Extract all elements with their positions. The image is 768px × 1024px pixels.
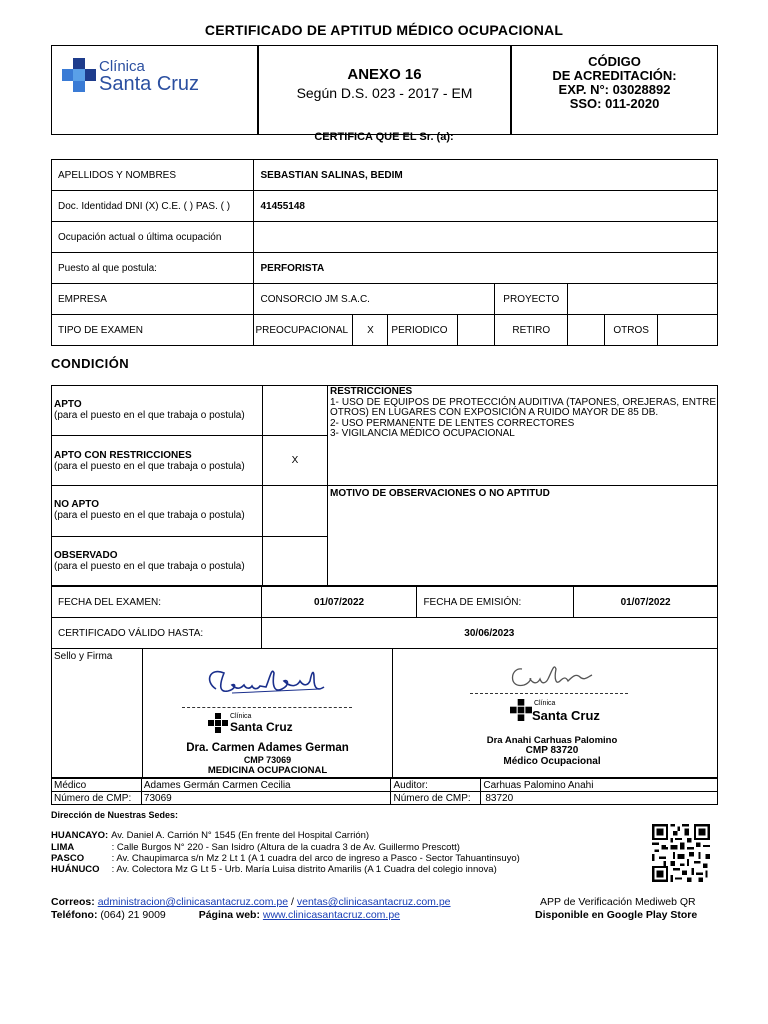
exam-type-otros: OTROS	[605, 315, 658, 346]
sede-address: : Av. Colectora Mz G Lt 5 - Urb. María Luisa distrito Amarilis (A 1 Cuadra del colegio innova)	[111, 864, 497, 875]
company-label: EMPRESA	[52, 284, 254, 315]
sig1-clinic-line-1: Clínica	[230, 713, 252, 720]
table-row	[52, 222, 718, 253]
table-row	[52, 779, 718, 792]
sede-item	[51, 853, 520, 864]
sello-label: Sello y Firma	[54, 651, 113, 662]
anexo-box	[258, 45, 511, 135]
emission-date-value: 01/07/2022	[574, 587, 718, 618]
restrictions-title: RESTRICCIONES	[330, 386, 413, 397]
footer-emails	[51, 896, 451, 908]
condition-apto-sub: (para el puesto en el que trabaja o postula)	[54, 410, 245, 421]
doctor1-name: Dra. Carmen Adames German	[186, 742, 349, 754]
company-value: CONSORCIO JM S.A.C.	[254, 284, 495, 315]
doctor2-specialty: Médico Ocupacional	[503, 756, 601, 767]
codigo-line-1: CÓDIGO	[588, 54, 641, 69]
cmp1-value: 73069	[141, 792, 391, 805]
dates-table	[51, 586, 718, 649]
names-label: APELLIDOS Y NOMBRES	[52, 160, 254, 191]
restriction-item: 3- VIGILANCIA MÉDICO OCUPACIONAL	[330, 428, 515, 439]
restriction-item: 2- USO PERMANENTE DE LENTES CORRECTORES	[330, 417, 575, 429]
anexo-title: ANEXO 16	[347, 66, 422, 83]
sede-item	[51, 842, 460, 853]
position-label: Puesto al que postula:	[52, 253, 254, 284]
cmp2-label: Número de CMP:	[391, 792, 481, 805]
app-verification-line: APP de Verificación Mediweb QR	[540, 896, 696, 908]
emission-date-label: FECHA DE EMISIÓN:	[417, 587, 574, 618]
table-row	[52, 160, 718, 191]
motivo-title: MOTIVO DE OBSERVACIONES O NO APTITUD	[330, 488, 550, 499]
web-label: Página web:	[198, 909, 260, 921]
accreditation-code-box	[511, 45, 718, 135]
exam-type-periodico-mark	[458, 315, 495, 346]
names-value: SEBASTIAN SALINAS, BEDIM	[254, 160, 718, 191]
signature-area	[51, 648, 718, 778]
sig2-clinic-line-1: Clínica	[534, 700, 556, 707]
table-row	[52, 792, 718, 805]
exam-type-periodico: PERIODICO	[388, 315, 458, 346]
clinic-logo-box	[51, 45, 258, 135]
id-label: Doc. Identidad DNI (X) C.E. ( ) PAS. ( )	[52, 191, 254, 222]
id-value: 41455148	[254, 191, 718, 222]
condition-observado	[54, 550, 245, 572]
signature-2-icon	[502, 655, 612, 697]
auditor-label: Auditor:	[391, 779, 481, 792]
sede-city: LIMA	[51, 842, 75, 853]
valid-until-value: 30/06/2023	[261, 618, 717, 649]
verification-qr-code	[651, 824, 711, 882]
sede-city: HUANCAYO:	[51, 830, 109, 841]
cmp2-value: 83720	[481, 792, 718, 805]
table-row	[52, 284, 718, 315]
position-value: PERFORISTA	[254, 253, 718, 284]
exam-date-label: FECHA DEL EXAMEN:	[52, 587, 262, 618]
medico-label: Médico	[52, 779, 142, 792]
sedes-title: Dirección de Nuestras Sedes:	[51, 810, 179, 820]
medico-value: Adames Germán Carmen Cecilia	[141, 779, 391, 792]
codigo-line-4: SSO: 011-2020	[569, 96, 660, 111]
sig1-clinic-line-2: Santa Cruz	[230, 720, 293, 734]
condition-observado-label: OBSERVADO	[54, 550, 118, 561]
exam-type-preocupacional-mark: X	[353, 315, 388, 346]
codigo-line-2: DE ACREDITACIÓN:	[552, 68, 677, 83]
table-row	[52, 587, 718, 618]
sede-item	[51, 830, 369, 841]
clinic-cross-icon	[62, 58, 96, 92]
signature-1-icon	[202, 659, 332, 707]
project-value	[568, 284, 718, 315]
condition-heading: CONDICIÓN	[51, 356, 129, 371]
condition-apto-restricciones-label: APTO CON RESTRICCIONES	[54, 450, 192, 461]
certifica-heading: CERTIFICA QUE EL Sr. (a):	[314, 131, 454, 143]
condition-apto-label: APTO	[54, 399, 82, 410]
logo-line-2: Santa Cruz	[99, 73, 200, 95]
clinic-cross-icon	[510, 699, 532, 721]
sede-city: PASCO	[51, 853, 85, 864]
document-title: CERTIFICADO DE APTITUD MÉDICO OCUPACIONAL	[204, 22, 564, 38]
telefono-value: (064) 21 9009	[100, 909, 166, 921]
condition-apto-restricciones	[54, 450, 245, 472]
exam-type-otros-mark	[658, 315, 718, 346]
project-label: PROYECTO	[495, 284, 568, 315]
table-row	[52, 618, 718, 649]
condition-no-apto-label: NO APTO	[54, 499, 100, 510]
sede-address: : Calle Burgos N° 220 - San Isidro (Altura de la cuadra 3 de Av. Guillermo Prescott)	[111, 842, 460, 853]
telefono-label: Teléfono:	[51, 909, 98, 921]
condition-observado-sub: (para el puesto en el que trabaja o postula)	[54, 561, 245, 572]
doctor2-cmp: CMP 83720	[525, 745, 579, 756]
restriction-item: 1- USO DE EQUIPOS DE PROTECCIÓN AUDITIVA (TAPONES, OREJERAS, ENTRE OTROS) EN LUGARES CON EXPOSICIÓN A RUIDO MAYOR DE 85 DB.	[330, 396, 716, 418]
doctor1-cmp: CMP 73069	[243, 755, 292, 765]
sede-item	[51, 864, 497, 875]
correos-label: Correos:	[51, 896, 95, 908]
email-separator: /	[291, 896, 294, 908]
website-link[interactable]: www.clinicasantacruz.com.pe	[262, 909, 401, 921]
anexo-subtitle: Según D.S. 023 - 2017 - EM	[296, 85, 473, 101]
codigo-line-3: EXP. N°: 03028892	[558, 82, 671, 97]
condition-no-apto	[54, 499, 245, 521]
condition-no-apto-sub: (para el puesto en el que trabaja o postula)	[54, 510, 245, 521]
sig2-clinic-line-2: Santa Cruz	[532, 708, 600, 723]
clinic-cross-icon	[208, 713, 228, 733]
doctor1-specialty: MEDICINA OCUPACIONAL	[207, 765, 328, 776]
condition-apto	[54, 399, 245, 421]
table-row	[52, 253, 718, 284]
auditor-value: Carhuas Palomino Anahi	[481, 779, 718, 792]
footer-phone-web	[51, 909, 400, 921]
occupation-value	[254, 222, 718, 253]
table-row	[52, 315, 718, 346]
condition-grid	[51, 385, 718, 586]
exam-type-retiro-mark	[568, 315, 605, 346]
email-ventas-link[interactable]: ventas@clinicasantacruz.com.pe	[296, 896, 451, 908]
doctor2-name: Dra Anahi Carhuas Palomino	[486, 735, 618, 746]
exam-type-retiro: RETIRO	[495, 315, 568, 346]
condition-apto-restricciones-mark: X	[291, 455, 299, 466]
logo-line-1: Clínica	[99, 58, 145, 75]
patient-data-table	[51, 159, 718, 346]
sede-city: HUÁNUCO	[51, 864, 100, 875]
sede-address: : Av. Chaupimarca s/n Mz 2 Lt 1 (A 1 cuadra del arco de ingreso a Pasco - Sector Tahuantinsuyo)	[111, 853, 520, 864]
cmp1-label: Número de CMP:	[52, 792, 142, 805]
condition-apto-restricciones-sub: (para el puesto en el que trabaja o postula)	[54, 461, 245, 472]
restrictions-block	[330, 387, 716, 440]
exam-date-value: 01/07/2022	[261, 587, 417, 618]
exam-type-preocupacional: PREOCUPACIONAL	[254, 315, 353, 346]
email-admin-link[interactable]: administracion@clinicasantacruz.com.pe	[97, 896, 289, 908]
valid-until-label: CERTIFICADO VÁLIDO HASTA:	[52, 618, 262, 649]
occupation-label: Ocupación actual o última ocupación	[52, 222, 254, 253]
app-store-line: Disponible en Google Play Store	[535, 909, 698, 921]
sede-address: Av. Daniel A. Carrión N° 1545 (En frente del Hospital Carrión)	[111, 830, 370, 841]
staff-table	[51, 778, 718, 805]
table-row	[52, 191, 718, 222]
exam-type-label: TIPO DE EXAMEN	[52, 315, 254, 346]
